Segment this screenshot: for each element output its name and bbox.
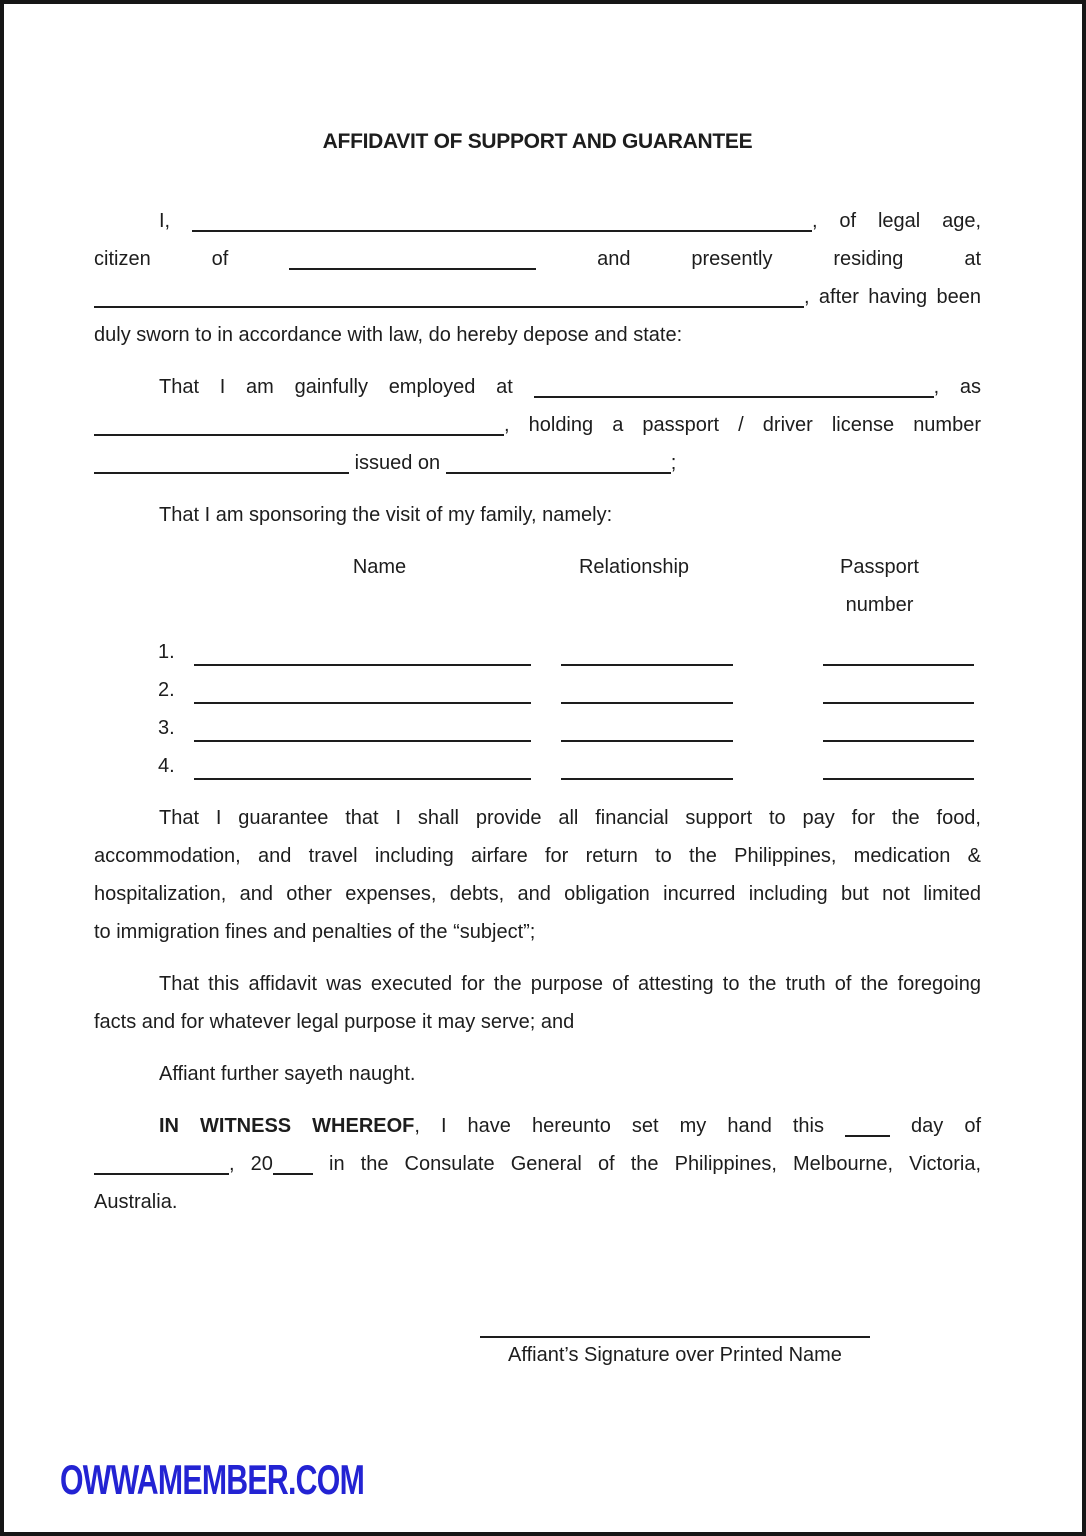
attestation-l2-text: facts and for whatever legal purpose it may serve; and bbox=[94, 1011, 575, 1033]
fill-blank-license-number bbox=[94, 450, 349, 474]
witness-line-1 bbox=[94, 1107, 981, 1145]
fill-blank-passport-1 bbox=[823, 642, 974, 666]
witness-whereof-bold: IN WITNESS WHEREOF bbox=[159, 1115, 415, 1137]
employment-l2-post: , holding a passport / driver license number bbox=[504, 414, 981, 436]
document-title: AFFIDAVIT OF SUPPORT AND GUARANTEE bbox=[322, 130, 753, 153]
opening-line-1 bbox=[94, 202, 981, 240]
closing-line bbox=[94, 1055, 981, 1093]
guarantee-line-4 bbox=[94, 913, 981, 951]
family-table-row bbox=[94, 671, 981, 709]
sponsoring-paragraph bbox=[94, 496, 981, 534]
employment-l3-mid: issued on bbox=[354, 452, 441, 474]
row-number: 2. bbox=[158, 679, 175, 701]
opening-line-2 bbox=[94, 240, 981, 278]
family-table-row bbox=[94, 747, 981, 785]
fill-blank-relationship-1 bbox=[561, 642, 733, 666]
employment-line-3 bbox=[94, 444, 981, 482]
fill-blank-employer bbox=[534, 374, 934, 398]
fill-blank-passport-3 bbox=[823, 718, 974, 742]
fill-blank-month bbox=[94, 1151, 229, 1175]
opening-l2-pre: citizen of bbox=[94, 248, 229, 270]
row-number: 3. bbox=[158, 717, 175, 739]
witness-line-3 bbox=[94, 1183, 981, 1221]
witness-line-2 bbox=[94, 1145, 981, 1183]
sponsoring-text: That I am sponsoring the visit of my family, namely: bbox=[159, 504, 613, 526]
closing-paragraph bbox=[94, 1055, 981, 1093]
witness-l3-text: Australia. bbox=[94, 1191, 178, 1213]
fill-blank-name-2 bbox=[194, 680, 531, 704]
column-header-passport-number: Passport number bbox=[840, 556, 919, 616]
footer-brand-link[interactable]: OWWAMEMBER.COM bbox=[60, 1456, 365, 1503]
guarantee-line-1 bbox=[94, 799, 981, 837]
opening-line-4 bbox=[94, 316, 981, 354]
row-number: 1. bbox=[158, 641, 175, 663]
employment-l1-post: , as bbox=[933, 376, 981, 398]
opening-l4-text: duly sworn to in accordance with law, do hereby depose and state: bbox=[94, 324, 683, 346]
guarantee-paragraph bbox=[94, 799, 981, 951]
guarantee-l4-text: to immigration fines and penalties of the “subject”; bbox=[94, 921, 536, 943]
row-number: 4. bbox=[158, 755, 175, 777]
document-content bbox=[4, 4, 1082, 1368]
fill-blank-name-3 bbox=[194, 718, 531, 742]
opening-line-3 bbox=[94, 278, 981, 316]
opening-l3-post: , after having been bbox=[804, 286, 981, 308]
fill-blank-passport-4 bbox=[823, 756, 974, 780]
fill-blank-name-1 bbox=[194, 642, 531, 666]
closing-text: Affiant further sayeth naught. bbox=[159, 1063, 416, 1085]
fill-blank-day bbox=[845, 1113, 890, 1137]
employment-l1-pre: That I am gainfully employed at bbox=[159, 376, 513, 398]
opening-l2-post: and presently residing at bbox=[597, 248, 981, 270]
attestation-line-2 bbox=[94, 1003, 981, 1041]
witness-l2-post: in the Consulate General of the Philippines, Melbourne, Victoria, bbox=[329, 1153, 982, 1175]
fill-blank-year bbox=[273, 1151, 313, 1175]
attestation-l1-text: That this affidavit was executed for the purpose of attesting to the truth of the foregoing bbox=[159, 973, 981, 995]
witness-l1-end: day of bbox=[911, 1115, 981, 1137]
attestation-paragraph bbox=[94, 965, 981, 1041]
family-table-header bbox=[94, 548, 981, 624]
employment-paragraph bbox=[94, 368, 981, 482]
guarantee-l1-text: That I guarantee that I shall provide all financial support to pay for the food, bbox=[159, 807, 981, 829]
opening-paragraph bbox=[94, 202, 981, 354]
fill-blank-citizenship bbox=[289, 246, 536, 270]
guarantee-l2-text: accommodation, and travel including airfare for return to the Philippines, medication & bbox=[94, 845, 981, 867]
family-table-row bbox=[94, 633, 981, 671]
employment-line-2 bbox=[94, 406, 981, 444]
column-header-relationship: Relationship bbox=[578, 556, 690, 578]
opening-l1-pre: I, bbox=[159, 210, 171, 232]
witness-paragraph bbox=[94, 1107, 981, 1221]
family-table-row bbox=[94, 709, 981, 747]
fill-blank-relationship-4 bbox=[561, 756, 733, 780]
guarantee-l3-text: hospitalization, and other expenses, debts, and obligation incurred including but not limited bbox=[94, 883, 981, 905]
guarantee-line-2 bbox=[94, 837, 981, 875]
fill-blank-affiant-name bbox=[192, 208, 812, 232]
signature-label: Affiant’s Signature over Printed Name bbox=[508, 1344, 842, 1366]
signature-line bbox=[480, 1336, 870, 1338]
fill-blank-passport-2 bbox=[823, 680, 974, 704]
fill-blank-address bbox=[94, 284, 804, 308]
opening-l1-post: , of legal age, bbox=[812, 210, 982, 232]
guarantee-line-3 bbox=[94, 875, 981, 913]
fill-blank-name-4 bbox=[194, 756, 531, 780]
fill-blank-relationship-3 bbox=[561, 718, 733, 742]
attestation-line-1 bbox=[94, 965, 981, 1003]
witness-l1-mid: , I have hereunto set my hand this bbox=[414, 1115, 824, 1137]
employment-line-1 bbox=[94, 368, 981, 406]
signature-block bbox=[480, 1336, 870, 1368]
column-header-name: Name bbox=[352, 556, 407, 578]
fill-blank-relationship-2 bbox=[561, 680, 733, 704]
employment-l3-end: ; bbox=[670, 452, 677, 474]
sponsoring-line bbox=[94, 496, 981, 534]
fill-blank-issue-date bbox=[446, 450, 671, 474]
witness-l2-pre: , 20 bbox=[229, 1153, 273, 1175]
fill-blank-occupation bbox=[94, 412, 504, 436]
